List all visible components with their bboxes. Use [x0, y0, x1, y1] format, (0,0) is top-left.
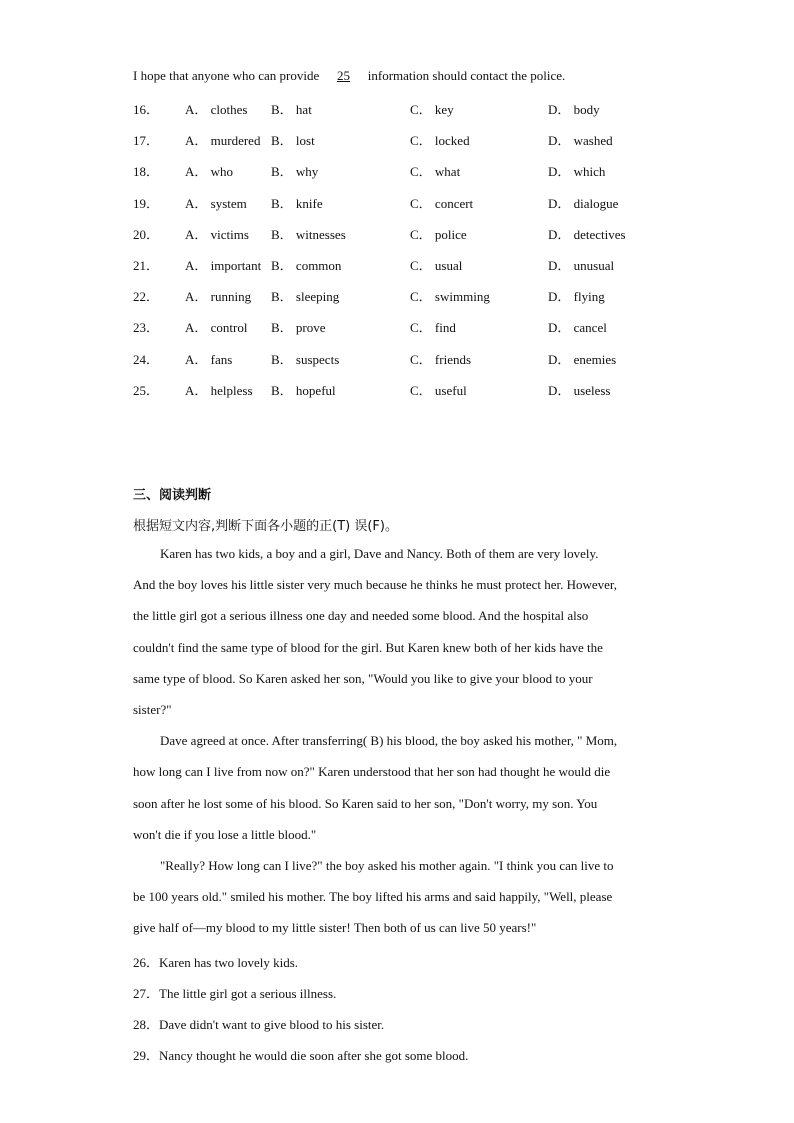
- option-d: D． detectives: [548, 227, 626, 242]
- option-row-18: [133, 161, 653, 181]
- cloze-before: I hope that anyone who can provide: [133, 68, 323, 83]
- passage-line: And the boy loves his little sister very much because he thinks he must protect her. However,: [133, 577, 617, 592]
- question-number: 20．: [133, 227, 160, 242]
- question-number: 19．: [133, 196, 160, 211]
- option-c: C． locked: [410, 133, 470, 148]
- passage-line: the little girl got a serious illness one day and needed some blood. And the hospital also: [133, 608, 589, 623]
- option-b: B． witnesses: [271, 227, 346, 242]
- question-28: 28．Dave didn't want to give blood to his sister.: [133, 1017, 385, 1032]
- option-a: A． important: [185, 258, 262, 273]
- question-26: 26．Karen has two lovely kids.: [133, 955, 299, 970]
- option-row-25: [133, 380, 653, 400]
- cloze-sentence: [133, 68, 565, 84]
- option-a: A． system: [185, 196, 247, 211]
- option-a: A． murdered: [185, 133, 261, 148]
- passage-line: won't die if you lose a little blood.": [133, 827, 317, 842]
- option-d: D． useless: [548, 383, 611, 398]
- option-d: D． body: [548, 102, 600, 117]
- question-number: 24．: [133, 352, 160, 367]
- section-instruction: 根据短文内容,判断下面各小题的正(T) 误(F)。: [133, 519, 398, 534]
- option-a: A． who: [185, 164, 234, 179]
- option-c: C． police: [410, 227, 467, 242]
- option-c: C． concert: [410, 196, 474, 211]
- option-b: B． hat: [271, 102, 312, 117]
- option-c: C． useful: [410, 383, 467, 398]
- question-number: 22．: [133, 289, 160, 304]
- option-row-20: [133, 224, 653, 244]
- option-b: B． common: [271, 258, 342, 273]
- option-b: B． hopeful: [271, 383, 336, 398]
- option-d: D． which: [548, 164, 606, 179]
- passage-line: "Really? How long can I live?" the boy asked his mother again. "I think you can live to: [160, 858, 614, 873]
- option-a: A． running: [185, 289, 252, 304]
- question-number: 17．: [133, 133, 160, 148]
- section-title: 三、阅读判断: [133, 488, 212, 503]
- passage-line: give half of—my blood to my little sister! Then both of us can live 50 years!": [133, 920, 537, 935]
- option-d: D． dialogue: [548, 196, 619, 211]
- passage-line: Dave agreed at once. After transferring( B) his blood, the boy asked his mother, " Mom,: [160, 733, 618, 748]
- option-b: B． knife: [271, 196, 323, 211]
- option-row-21: [133, 255, 653, 275]
- passage-line: soon after he lost some of his blood. So Karen said to her son, "Don't worry, my son. You: [133, 796, 598, 811]
- passage-line: couldn't find the same type of blood for the girl. But Karen knew both of her kids have the: [133, 640, 603, 655]
- option-a: A． helpless: [185, 383, 253, 398]
- option-d: D． washed: [548, 133, 613, 148]
- passage-line: be 100 years old." smiled his mother. The boy lifted his arms and said happily, "Well, please: [133, 889, 613, 904]
- question-number: 23．: [133, 320, 160, 335]
- passage-line: same type of blood. So Karen asked her son, "Would you like to give your blood to your: [133, 671, 593, 686]
- option-b: B． suspects: [271, 352, 340, 367]
- passage-line: Karen has two kids, a boy and a girl, Dave and Nancy. Both of them are very lovely.: [160, 546, 599, 561]
- option-d: D． enemies: [548, 352, 617, 367]
- option-b: B． lost: [271, 133, 315, 148]
- option-b: B． prove: [271, 320, 326, 335]
- option-c: C． what: [410, 164, 461, 179]
- option-c: C． friends: [410, 352, 472, 367]
- option-row-16: [133, 99, 653, 119]
- question-number: 21．: [133, 258, 160, 273]
- option-c: C． swimming: [410, 289, 490, 304]
- option-c: C． find: [410, 320, 456, 335]
- cloze-blank: 25: [337, 68, 351, 83]
- option-row-24: [133, 349, 653, 369]
- passage-line: sister?": [133, 702, 172, 717]
- option-d: D． unusual: [548, 258, 615, 273]
- option-row-22: [133, 286, 653, 306]
- option-b: B． why: [271, 164, 319, 179]
- question-27: 27．The little girl got a serious illness.: [133, 986, 337, 1001]
- question-29: 29．Nancy thought he would die soon after she got some blood.: [133, 1048, 469, 1063]
- question-number: 16．: [133, 102, 160, 117]
- option-c: C． usual: [410, 258, 463, 273]
- cloze-after: information should contact the police.: [364, 68, 566, 83]
- option-d: D． flying: [548, 289, 605, 304]
- question-number: 25．: [133, 383, 160, 398]
- passage-line: how long can I live from now on?" Karen understood that her son had thought he would die: [133, 764, 611, 779]
- option-a: A． clothes: [185, 102, 248, 117]
- option-row-23: [133, 317, 653, 337]
- option-b: B． sleeping: [271, 289, 340, 304]
- option-c: C． key: [410, 102, 454, 117]
- option-a: A． fans: [185, 352, 233, 367]
- option-a: A． victims: [185, 227, 249, 242]
- option-d: D． cancel: [548, 320, 607, 335]
- option-a: A． control: [185, 320, 248, 335]
- question-number: 18．: [133, 164, 160, 179]
- option-row-17: [133, 130, 653, 150]
- option-row-19: [133, 193, 653, 213]
